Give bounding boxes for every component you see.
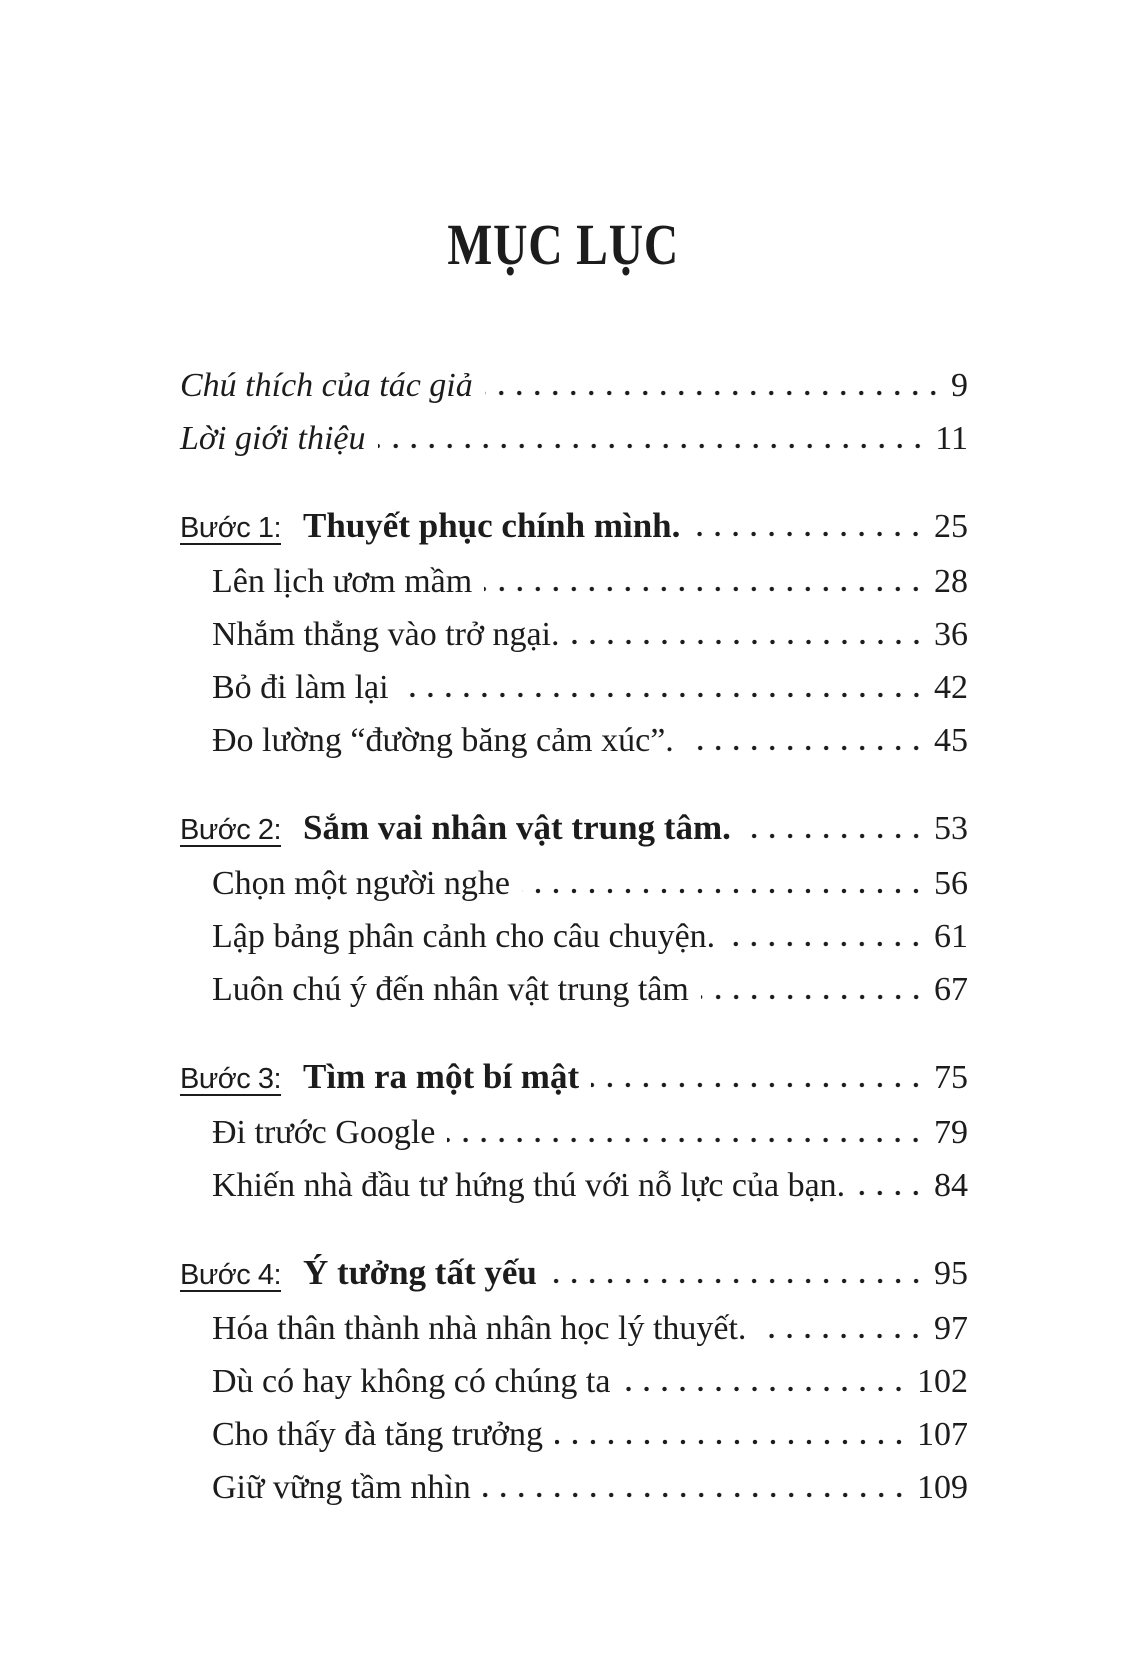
dot-leader: [485, 390, 942, 396]
section-title: Tìm ra một bí mật: [303, 1057, 580, 1096]
toc-list: [180, 359, 968, 1514]
toc-entry-label: Lời giới thiệu: [180, 420, 366, 457]
toc-entry-label: Cho thấy đà tăng trưởng: [212, 1416, 544, 1453]
toc-entry-label: Khiến nhà đầu tư hứng thú với nỗ lực của bạn.: [212, 1167, 846, 1204]
toc-entry: [180, 1461, 968, 1514]
toc-entry: [180, 359, 968, 412]
step-label: Bước 1:: [180, 512, 282, 544]
page-number: 25: [934, 508, 968, 545]
dot-leader: [401, 692, 925, 698]
dot-leader: [483, 1492, 908, 1498]
toc-entry-label: Dù có hay không có chúng ta: [212, 1363, 611, 1400]
page-title-text: MỤC LỤC: [447, 212, 679, 277]
toc-entry-label: Bỏ đi làm lại: [212, 669, 389, 706]
toc-entry: [180, 1159, 968, 1212]
toc-entry: [180, 714, 968, 767]
page-number: 79: [934, 1114, 968, 1151]
step-label: Bước 2:: [180, 814, 282, 846]
toc-entry-label: Giữ vững tầm nhìn: [212, 1469, 471, 1506]
toc-entry: [180, 857, 968, 910]
dot-leader: [857, 1190, 925, 1196]
dot-leader: [549, 1278, 925, 1284]
dot-leader: [692, 531, 925, 537]
page-number: 36: [934, 616, 968, 653]
toc-entry-label: Đi trước Google: [212, 1114, 436, 1151]
toc-entry: [180, 608, 968, 661]
dot-leader: [622, 1386, 908, 1392]
page-number: 67: [934, 971, 968, 1008]
toc-entry-label: Đo lường “đường băng cảm xúc”.: [212, 722, 674, 759]
toc-entry-label: Hóa thân thành nhà nhân học lý thuyết.: [212, 1310, 747, 1347]
page-number: 107: [917, 1416, 968, 1453]
toc-section-entry: [180, 1050, 968, 1106]
dot-leader: [686, 745, 925, 751]
toc-entry: [180, 1355, 968, 1408]
toc-entry: [180, 1106, 968, 1159]
toc-entry-label: Nhắm thẳng vào trở ngại.: [212, 616, 560, 653]
toc-entry-label: Lên lịch ươm mầm: [212, 563, 473, 600]
page-number: 42: [934, 669, 968, 706]
toc-entry-label: Chú thích của tác giả: [180, 367, 473, 404]
step-label: Bước 3:: [180, 1063, 282, 1095]
toc-entry-label: Luôn chú ý đến nhân vật trung tâm: [212, 971, 689, 1008]
toc-section-entry: [180, 1246, 968, 1302]
toc-entry-label: Chọn một người nghe: [212, 865, 511, 902]
toc-section-entry: [180, 801, 968, 857]
toc-section-entry: [180, 499, 968, 555]
page-number: 56: [934, 865, 968, 902]
toc-entry: [180, 1408, 968, 1461]
page-number: 9: [951, 367, 968, 404]
page-number: 28: [934, 563, 968, 600]
dot-leader: [701, 994, 925, 1000]
page-number: 109: [917, 1469, 968, 1506]
toc-entry: [180, 412, 968, 465]
page-number: 53: [934, 810, 968, 847]
step-label: Bước 4:: [180, 1259, 282, 1291]
page-number: 11: [935, 420, 968, 457]
toc-entry: [180, 661, 968, 714]
dot-leader: [555, 1439, 908, 1445]
page-title: [0, 0, 1126, 277]
dot-leader: [447, 1137, 925, 1143]
dot-leader: [572, 639, 925, 645]
page-number: 75: [934, 1059, 968, 1096]
section-title: Thuyết phục chính mình.: [303, 506, 681, 545]
toc-entry-label: Lập bảng phân cảnh cho câu chuyện.: [212, 918, 716, 955]
dot-leader: [727, 941, 925, 947]
page-number: 102: [917, 1363, 968, 1400]
dot-leader: [484, 586, 925, 592]
section-title: Ý tưởng tất yếu: [303, 1253, 537, 1292]
page-number: 61: [934, 918, 968, 955]
dot-leader: [591, 1082, 925, 1088]
page-number: 95: [934, 1255, 968, 1292]
page-number: 97: [934, 1310, 968, 1347]
page-number: 84: [934, 1167, 968, 1204]
toc-entry: [180, 963, 968, 1016]
dot-leader: [743, 833, 925, 839]
page-number: 45: [934, 722, 968, 759]
section-title: Sắm vai nhân vật trung tâm.: [303, 808, 731, 847]
dot-leader: [378, 443, 927, 449]
dot-leader: [522, 888, 925, 894]
toc-entry: [180, 910, 968, 963]
toc-entry: [180, 555, 968, 608]
dot-leader: [758, 1333, 925, 1339]
toc-entry: [180, 1302, 968, 1355]
